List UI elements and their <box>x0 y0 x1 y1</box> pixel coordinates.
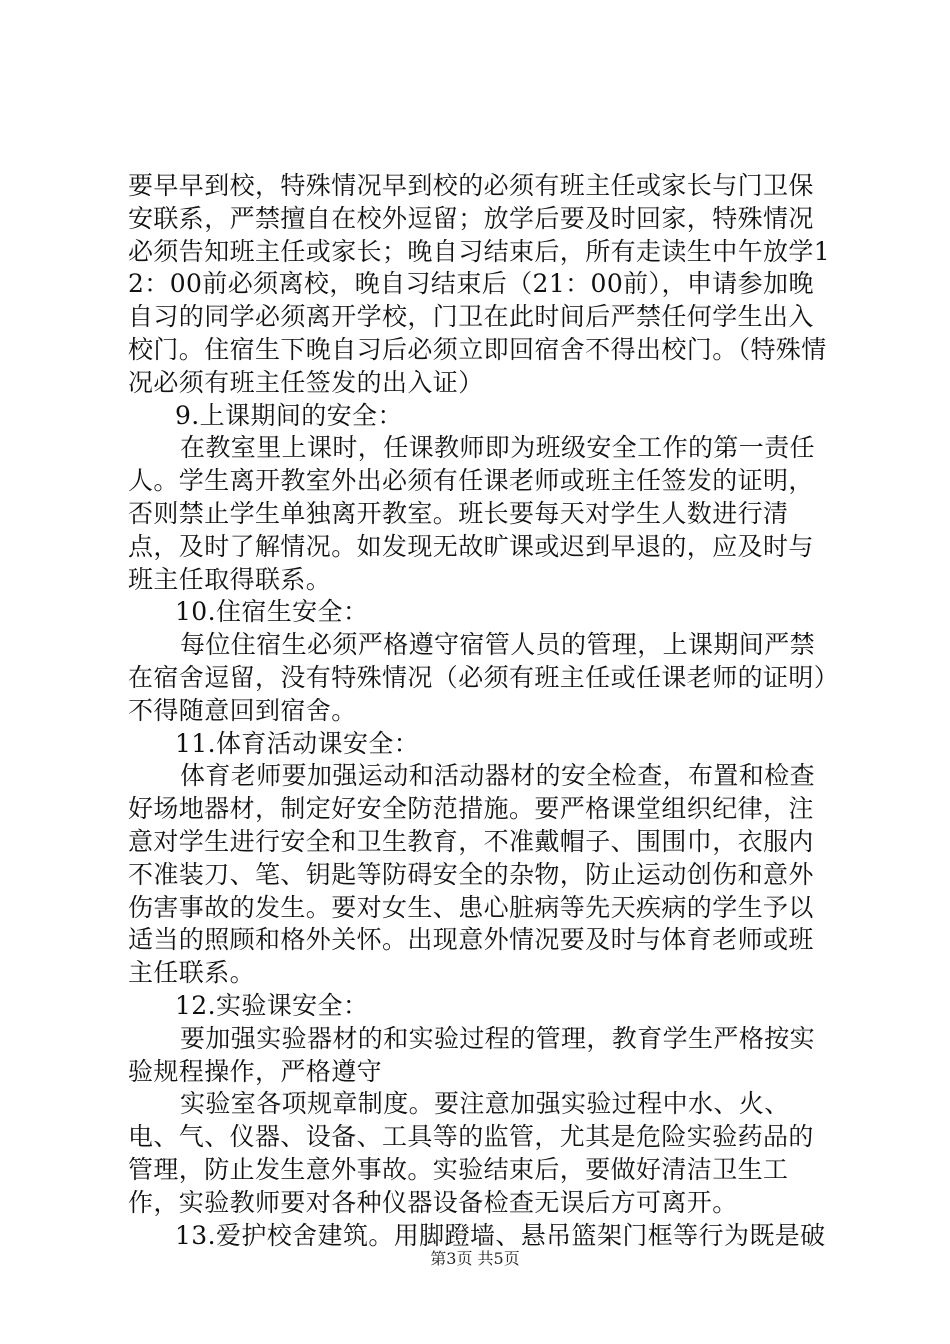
section-heading-class-safety: 9.上课期间的安全： <box>175 400 403 430</box>
section-heading-building-care: 13.爱护校舍建筑。用脚蹬墙、悬吊篮架门框等行为既是破 <box>175 1220 826 1250</box>
document-body <box>128 170 833 1252</box>
section-heading-pe-safety: 11.体育活动课安全： <box>175 728 420 758</box>
section-heading-lab-safety: 12.实验课安全： <box>175 990 369 1020</box>
paragraph-dorm-safety: 每位住宿生必须严格遵守宿管人员的管理，上课期间严禁在宿舍逗留，没有特殊情况（必须有班主任或任课老师的证明）不得随意回到宿舍。 <box>128 630 827 725</box>
paragraph-class-safety: 在教室里上课时，任课教师即为班级安全工作的第一责任人。学生离开教室外出必须有任课老师或班主任签发的证明，否则禁止学生单独离开教室。班长要每天对学生人数进行清点，及时了解情况。如发现无故旷课或迟到早退的，应及时与班主任取得联系。 <box>128 433 816 594</box>
paragraph-pe-safety: 体育老师要加强运动和活动器材的安全检查，布置和检查好场地器材，制定好安全防范措施。要严格课堂组织纪律，注意对学生进行安全和卫生教育，不准戴帽子、围围巾，衣服内不准装刀、笔、钥匙等防碍安全的杂物，防止运动创伤和意外伤害事故的发生。要对女生、患心脏病等先天疾病的学生予以适当的照顾和格外关怀。出现意外情况要及时与体育老师或班主任联系。 <box>128 761 816 988</box>
paragraph-lab-safety-part1: 要加强实验器材的和实验过程的管理，教育学生严格按实验规程操作，严格遵守 <box>128 1023 816 1086</box>
page-footer: 第3页 共5页 <box>430 1249 520 1268</box>
paragraph-lab-safety-part2: 实验室各项规章制度。要注意加强实验过程中水、火、电、气、仪器、设备、工具等的监管，尤其是危险实验药品的管理，防止发生意外事故。实验结束后，要做好清洁卫生工作，实验教师要对各种仪器设备检查无误后方可离开。 <box>128 1089 814 1217</box>
section-heading-dorm-safety: 10.住宿生安全： <box>175 597 369 627</box>
paragraph-arrival-rules: 要早早到校，特殊情况早到校的必须有班主任或家长与门卫保安联系，严禁擅自在校外逗留；放学后要及时回家，特殊情况必须告知班主任或家长；晚自习结束后，所有走读生中午放学12：00前必须离校，晚自习结束后（21：00前），申请参加晚自习的同学必须离开学校，门卫在此时间后严禁任何学生出入校门。住宿生下晚自习后必须立即回宿舍不得出校门。（特殊情况必须有班主任签发的出入证） <box>128 171 831 397</box>
